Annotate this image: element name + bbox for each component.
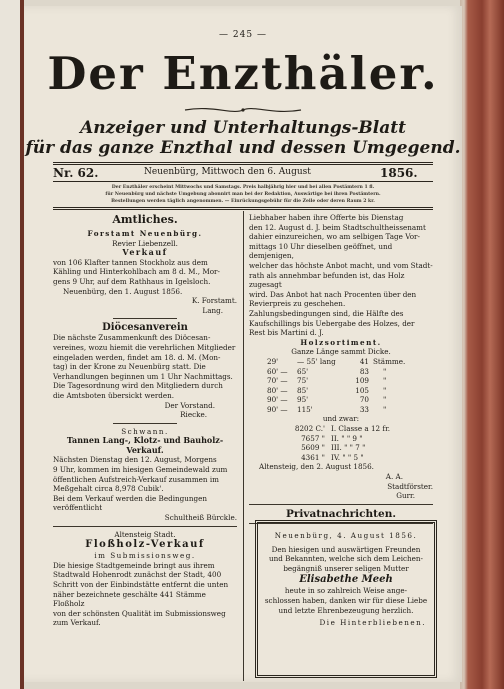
text-line: zum Verkauf.: [53, 618, 101, 628]
table-cell: 70: [359, 395, 369, 405]
text-line: Rest bis Martini d. J.: [249, 328, 324, 338]
table-cell: 109: [355, 376, 369, 386]
holzsortiment-heading: Holzsortiment.: [300, 337, 382, 347]
table-cell: ": [383, 385, 387, 395]
table-heading: Ganze Länge sammt Dicke.: [291, 347, 391, 357]
rule-top: [53, 162, 433, 165]
tannen-title-2: Verkauf.: [126, 444, 164, 455]
text-line: Meßgehalt circa 8,978 Cubik'.: [53, 484, 164, 494]
table-cell: 85': [297, 385, 309, 395]
text-line: Kähling und Hinterkohlbach am 8 d. M., Mor-: [53, 267, 220, 277]
text-line: von der schönsten Qualität im Submissionsweg: [53, 608, 226, 618]
wood-table: [267, 357, 405, 415]
dioecesan-signature: Der Vorstand.: [164, 400, 215, 410]
text-line: Nächsten Dienstag den 12. August, Morgens: [53, 455, 217, 465]
text-line: schlossen haben, danken wir für diese Liebe: [264, 595, 428, 605]
und-zwar-line: und zwar:: [322, 414, 360, 424]
verkauf-signature: K. Forstamt.: [191, 296, 237, 306]
tannen-text: [53, 455, 237, 513]
verkauf-signature-name: Lang.: [202, 305, 223, 315]
table-cell: III. " " 7 ": [331, 443, 366, 453]
text-line: eingeladen werden, findet am 18. d. M. (Mon-: [53, 352, 221, 362]
left-column: [53, 213, 237, 628]
newspaper-page: [24, 6, 462, 682]
text-line: vereines, wozu hiemit die verehrlichen Mitglieder: [53, 342, 236, 352]
table-cell: Stämme.: [373, 356, 406, 366]
table-cell: ": [383, 376, 387, 386]
table-cell: ": [383, 395, 387, 405]
table-row: [285, 443, 390, 453]
text-line: veröffentlicht: [53, 503, 103, 513]
text-line: Kaufschillings bis Uebergabe des Holzes, der: [249, 318, 415, 328]
table-cell: 8202 C.': [294, 424, 325, 434]
table-cell: I. Classe a 12 fr.: [331, 424, 390, 434]
notice-line: Bestellungen werden täglich angenommen. — Einrückungsgebühr für die Zeile oder deren Raum 2 kr.: [111, 199, 375, 204]
privatnachrichten-heading: Privatnachrichten.: [285, 507, 396, 520]
text-line: 9 Uhr, kommen im hiesigen Gemeindewald zum: [53, 465, 228, 475]
table-cell: 29': [267, 356, 279, 366]
table-cell: — 55' lang: [297, 356, 336, 366]
tannen-signature: Schultheiß Bürckle.: [164, 513, 237, 523]
submission-line: im Submissionsweg.: [94, 551, 196, 561]
table-cell: 75': [297, 376, 309, 386]
table-row: [285, 424, 390, 434]
text-line: Verhandlungen beginnen um 1 Uhr Nachmittags.: [53, 371, 233, 381]
rule-mid: [53, 181, 433, 182]
table-row: [267, 395, 405, 405]
table-cell: ": [383, 404, 387, 414]
text-line: Revierpreis zu geschehen.: [249, 299, 346, 309]
text-line: von 106 Klafter tannen Stockholz aus dem: [53, 257, 208, 267]
text-line: Die hiesige Stadtgemeinde bringt aus ihrem: [53, 560, 215, 570]
tannen-title: Tannen Lang-, Klotz- und Bauholz-: [66, 435, 224, 446]
separator: [249, 504, 433, 505]
issue-number: Nr. 62.: [53, 166, 99, 180]
rule-notice: [53, 207, 433, 210]
table-row: [267, 405, 405, 415]
table-cell: 33: [359, 404, 369, 414]
table-row: [285, 434, 390, 444]
issue-year: 1856.: [380, 166, 418, 180]
text-line: welcher das höchste Anbot macht, und vom Stadt-: [249, 260, 433, 270]
text-line: Den hiesigen und auswärtigen Freunden: [271, 544, 421, 554]
class-table: [285, 424, 390, 462]
table-cell: 80' —: [267, 385, 288, 395]
table-cell: 105: [355, 385, 369, 395]
separator: [113, 423, 177, 424]
table-cell: ": [383, 366, 387, 376]
text-line: rath als annehmbar befunden ist, das Holz zugesagt: [249, 270, 405, 290]
text-line: tag) in der Krone zu Neuenbürg statt. Die: [53, 362, 206, 372]
text-line: wird. Das Anbot hat nach Procenten über den: [249, 289, 417, 299]
table-row: [267, 386, 405, 396]
text-line: und Bekannten, welche sich dem Leichen-: [269, 554, 423, 564]
table-cell: II. " " 9 ": [331, 433, 363, 443]
text-line: und letzte Ehrenbezeugung herzlich.: [278, 605, 414, 615]
text-line: öffentlichen Aufstreich-Verkauf zusammen im: [53, 474, 219, 484]
table-cell: 90' —: [267, 404, 288, 414]
text-line: Schritt von der Einbindstätte entfernt die unten: [53, 580, 229, 589]
separator: [113, 318, 177, 319]
text-line: die Amtsboten übersickt werden.: [53, 390, 175, 400]
notice-line: Der Enzthäler erscheint Mittwochs und Samstags. Preis halbjährig hier und bei allen Postämtern 1 fl.: [111, 185, 375, 190]
text-line: den 12. August d. J. beim Stadtschultheissenamt: [249, 222, 426, 232]
offer-text: [249, 213, 433, 338]
table-cell: 41: [359, 356, 369, 366]
flossholz-heading: Floßholz-Verkauf: [85, 539, 205, 551]
table-cell: 70' —: [267, 376, 288, 386]
altensteig-date: Altensteig, den 2. August 1856.: [259, 462, 374, 472]
table-row: [285, 453, 390, 463]
deceased-name: Elisabethe Meeh: [299, 574, 393, 586]
text-line: dahier einzureichen, wo am selbigen Tage Vor-: [249, 232, 420, 242]
text-line: Stadtwald Hohenrodt zunächst der Stadt, 400: [53, 570, 222, 580]
table-cell: 95': [297, 395, 309, 405]
altensteig-heading: Altensteig Stadt.: [114, 529, 176, 539]
dioecesan-heading: Diöcesanverein: [102, 322, 188, 334]
text-line: näher bezeichnete geschälte 441 Stämme Floßholz: [53, 589, 206, 609]
dioecesan-text: [53, 333, 237, 400]
forester-name: Gurr.: [396, 491, 415, 501]
subscription-notice: [53, 184, 433, 205]
table-cell: 115': [297, 404, 313, 414]
text-line: heute in so zahlreich Weise ange-: [284, 586, 408, 596]
verkauf-heading: Verkauf: [122, 247, 168, 258]
table-cell: 7657 ": [301, 433, 325, 443]
box-text: [258, 545, 434, 574]
right-column: [249, 213, 433, 524]
table-row: [267, 357, 405, 367]
table-cell: 90' —: [267, 395, 288, 405]
schwann-heading: Schwann.: [121, 426, 169, 436]
masthead-subtitle-2: für das ganze Enzthal und dessen Umgegend.: [25, 138, 461, 158]
ornament-flourish: [183, 104, 303, 116]
flossholz-text: [53, 561, 237, 628]
table-cell: 4361 ": [301, 452, 325, 462]
table-cell: IV. " " 5 ": [331, 452, 364, 462]
text-line: Zahlungsbedingungen sind, die Hälfte des: [249, 308, 404, 318]
box-date: Neuenbürg, 4. August 1856.: [274, 531, 418, 540]
death-notice-frame: [255, 520, 437, 678]
masthead-title: Der Enzthäler.: [47, 47, 439, 100]
page-number: — 245 —: [219, 30, 267, 40]
table-row: [267, 367, 405, 377]
text-line: mittags 10 Uhr dieselben geöffnet, und demjenigen,: [249, 241, 393, 261]
masthead-subtitle-1: Anzeiger und Unterhaltungs-Blatt: [80, 118, 406, 138]
table-cell: 65': [297, 366, 309, 376]
separator: [53, 526, 237, 527]
book-spine: [460, 0, 504, 689]
verkauf-date: Neuenbürg, den 1. August 1856.: [63, 286, 183, 296]
section-amtliches: Amtliches.: [112, 213, 178, 226]
table-cell: 83: [359, 366, 369, 376]
forester-initials: A. A.: [385, 472, 403, 482]
place-date: Neuenbürg, Mittwoch den 6. August: [144, 167, 311, 177]
revier-line: Revier Liebenzell.: [112, 238, 178, 248]
forstamt-heading: Forstamt Neuenbürg.: [87, 229, 203, 238]
text-line: gens 9 Uhr, auf dem Rathhaus in Igelsloch.: [53, 276, 211, 286]
text-line: Liebhaber haben ihre Offerte bis Dienstag: [249, 213, 404, 222]
verkauf-text: [53, 258, 237, 287]
dioecesan-signature-name: Riecke.: [180, 410, 207, 420]
text-line: Die nächste Zusammenkunft des Diöcesan-: [53, 333, 211, 343]
text-line: Die Tagesordnung wird den Mitgliedern durch: [53, 381, 223, 391]
table-cell: 5609 ": [301, 443, 325, 453]
column-divider: [243, 211, 244, 681]
box-signature: Die Hinterbliebenen.: [319, 618, 426, 628]
forester-title: Stadtförster.: [387, 481, 433, 491]
text-line: Bei dem Verkauf werden die Bedingungen: [53, 493, 207, 503]
notice-line: für Neuenbürg und nächste Umgebung abonnirt man bei der Redaktion, Auswärtige bei ihren Postämtern.: [105, 192, 381, 197]
box-text-2: [258, 586, 434, 615]
table-cell: 60' —: [267, 366, 288, 376]
table-row: [267, 376, 405, 386]
text-line: begängniß unserer seligen Mutter: [283, 563, 409, 573]
